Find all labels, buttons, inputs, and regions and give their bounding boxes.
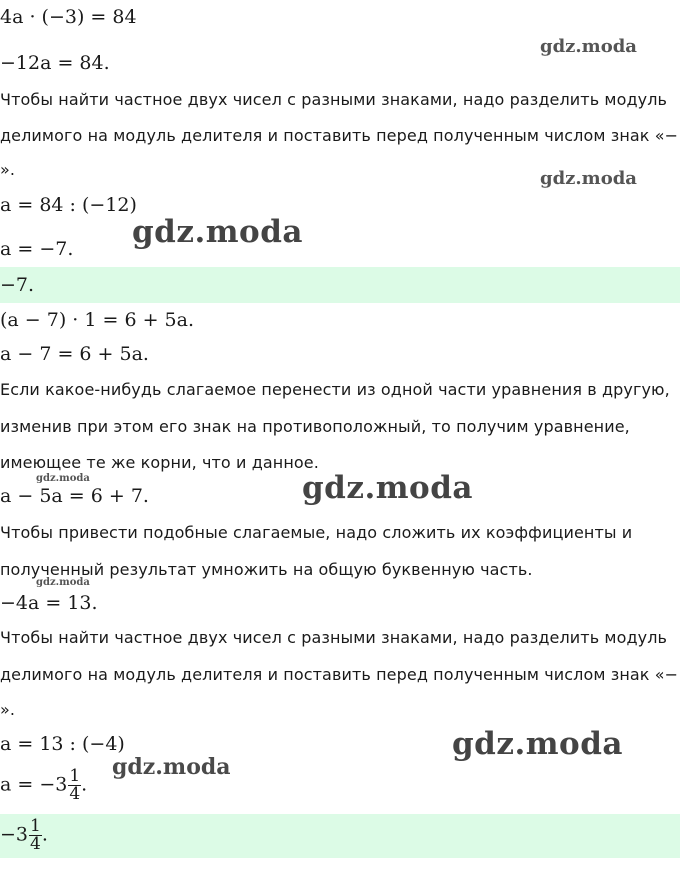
fraction (68, 768, 81, 803)
rule-text: имеющее те же корни, что и данное. (0, 453, 319, 472)
equation-line: (a − 7) · 1 = 6 + 5a. (0, 309, 194, 331)
rule-text: ». (0, 160, 16, 179)
equation-line: −4a = 13. (0, 592, 98, 614)
rule-text: Чтобы привести подобные слагаемые, надо сложить их коэффициенты и (0, 523, 633, 542)
answer-text-fraction (0, 818, 48, 853)
answer-highlight-2 (0, 814, 680, 858)
equation-line: a − 5a = 6 + 7. (0, 485, 149, 507)
watermark-logo: gdz.moda (36, 473, 90, 484)
watermark-logo: gdz.moda (36, 577, 90, 588)
equation-line: a = 13 : (−4) (0, 733, 125, 755)
watermark-logo: gdz.moda (132, 214, 303, 250)
equation-suffix: . (81, 773, 88, 796)
equation-line-fraction (0, 768, 87, 803)
equation-line: −12a = 84. (0, 52, 110, 74)
watermark-logo: gdz.moda (540, 36, 637, 57)
rule-text: делимого на модуль делителя и поставить перед полученным числом знак «− (0, 665, 679, 684)
rule-text: ». (0, 700, 16, 719)
equation-line: 4a · (−3) = 84 (0, 6, 137, 28)
rule-text: делимого на модуль делителя и поставить перед полученным числом знак «− (0, 126, 679, 145)
fraction-numerator: 1 (69, 766, 81, 786)
rule-text: полученный результат умножить на общую буквенную часть. (0, 560, 533, 579)
watermark-logo: gdz.moda (540, 168, 637, 189)
equation-line: a − 7 = 6 + 5a. (0, 343, 149, 365)
answer-suffix: . (41, 823, 48, 846)
fraction (29, 818, 42, 853)
rule-text: Чтобы найти частное двух чисел с разными знаками, надо разделить модуль (0, 628, 668, 647)
answer-highlight-1 (0, 267, 680, 303)
watermark-logo: gdz.moda (112, 754, 231, 780)
fraction-denominator: 4 (30, 834, 41, 854)
watermark-logo: gdz.moda (452, 726, 623, 762)
fraction-numerator: 1 (30, 816, 41, 836)
rule-text: Чтобы найти частное двух чисел с разными знаками, надо разделить модуль (0, 90, 668, 109)
fraction-denominator: 4 (69, 784, 81, 804)
equation-line: a = −7. (0, 238, 74, 260)
rule-text: Если какое-нибудь слагаемое перенести из одной части уравнения в другую, (0, 380, 670, 399)
answer-text: −7. (0, 274, 35, 296)
watermark-logo: gdz.moda (302, 470, 473, 506)
rule-text: изменив при этом его знак на противоположный, то получим уравнение, (0, 417, 630, 436)
answer-prefix: −3 (0, 823, 29, 846)
equation-prefix: a = −3 (0, 773, 68, 796)
equation-line: a = 84 : (−12) (0, 194, 137, 216)
